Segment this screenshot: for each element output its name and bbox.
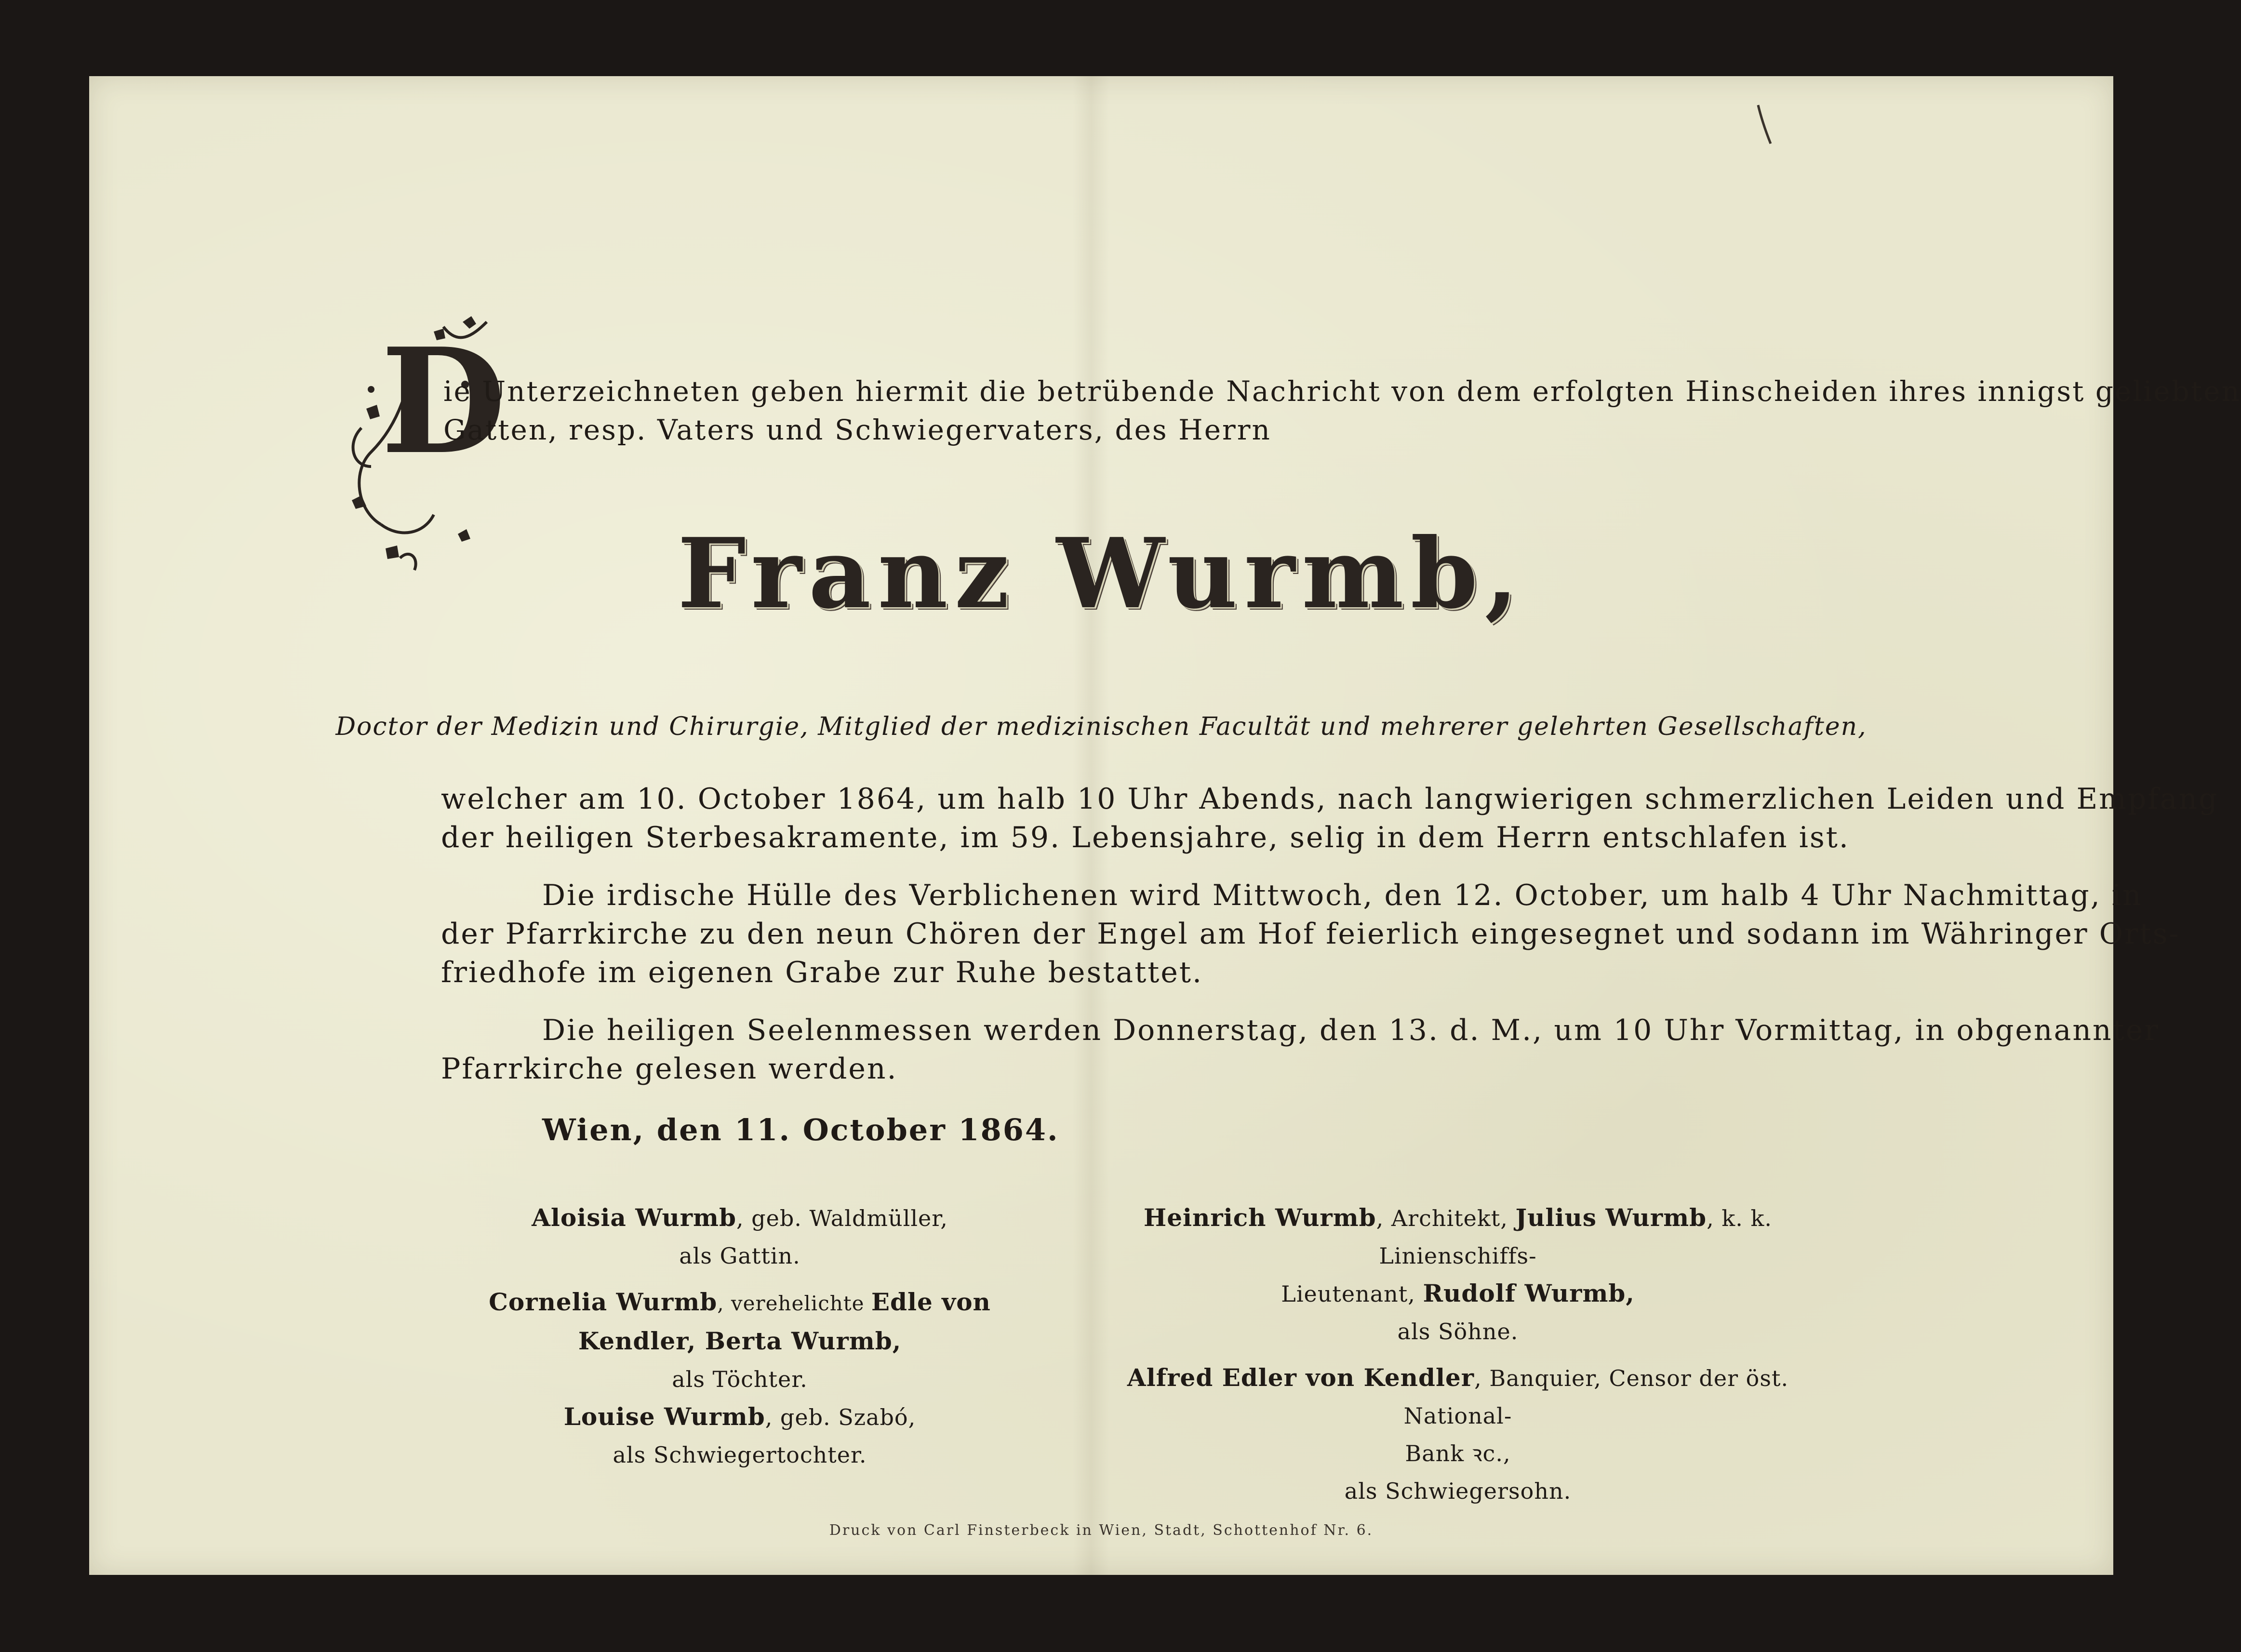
deceased-titles: Doctor der Medizin und Chirurgie, Mitglied der medizinischen Facultät und mehrerer gelehrten Gesellschaften, <box>335 712 1867 741</box>
son3-name: Rudolf Wurmb, <box>1423 1279 1635 1307</box>
initial-letter: D <box>381 316 507 486</box>
paragraph-1-line-1: welcher am 10. October 1864, um halb 10 Uhr Abends, nach langwierigen schmerzlichen Leiden und Empfang <box>441 782 2219 816</box>
son2-detail: , k. k. Linienschiffs- <box>1379 1205 1772 1269</box>
intro-line-2: Gatten, resp. Vaters und Schwiegervaters, des Herrn <box>443 413 1271 446</box>
daughter1-name: Cornelia Wurmb <box>489 1288 718 1316</box>
paragraph-1-line-2: der heiligen Sterbesakramente, im 59. Lebensjahre, selig in dem Herrn entschlafen ist. <box>441 821 1850 854</box>
signatory-sons-line-2 <box>1116 1275 1800 1313</box>
printer-imprint: Druck von Carl Finsterbeck in Wien, Stadt, Schottenhof Nr. 6. <box>829 1522 1374 1539</box>
son1-name: Heinrich Wurmb <box>1144 1203 1376 1232</box>
daughter-in-law-name: Louise Wurmb <box>563 1402 765 1431</box>
mourning-notice-sheet <box>89 76 2241 1575</box>
place-and-date: Wien, den 11. October 1864. <box>542 1112 1059 1147</box>
son-in-law-detail: , Banquier, Censor der öst. National- <box>1403 1365 1789 1429</box>
signatories-left <box>427 1199 1053 1474</box>
daughters-role: als Töchter. <box>672 1366 808 1392</box>
pencil-mark <box>1754 103 1774 146</box>
intro-line-1: ie Unterzeichneten geben hiermit die betrübende Nachricht von dem erfolgten Hinscheiden ihres innigst geliebten <box>443 375 2241 408</box>
daughter-in-law-detail: , geb. Szabó, <box>765 1404 916 1430</box>
paragraph-2-line-3: friedhofe im eigenen Grabe zur Ruhe bestattet. <box>441 956 1203 989</box>
paragraph-2-line-2: der Pfarrkirche zu den neun Chören der Engel am Hof feierlich eingesegnet und sodann im Währinger Orts- <box>441 917 2180 951</box>
son1-detail: , Architekt, <box>1376 1205 1516 1231</box>
paragraph-3-line-2: Pfarrkirche gelesen werden. <box>441 1052 898 1086</box>
daughter-in-law-role: als Schwiegertochter. <box>613 1442 867 1468</box>
signatory-daughter-in-law <box>427 1398 1053 1436</box>
signatory-son-in-law <box>1116 1359 1800 1435</box>
deceased-name: Franz Wurmb, <box>677 517 1525 630</box>
signatory-widow <box>427 1199 1053 1237</box>
paragraph-2-line-1: Die irdische Hülle des Verblichenen wird Mittwoch, den 12. October, um halb 4 Uhr Nachmittag, in <box>542 879 2143 912</box>
paragraph-3-line-1: Die heiligen Seelenmessen werden Donnerstag, den 13. d. M., um 10 Uhr Vormittag, in obgenannter <box>542 1013 2160 1047</box>
son-in-law-role: als Schwiegersohn. <box>1344 1478 1572 1504</box>
son2-detail-2: Lieutenant, <box>1281 1281 1423 1307</box>
signatories-right <box>1116 1199 1800 1510</box>
widow-detail: , geb. Waldmüller, <box>736 1205 948 1231</box>
signatory-sons-line-1 <box>1116 1199 1800 1275</box>
widow-role: als Gattin. <box>679 1243 800 1269</box>
signatory-daughters <box>427 1283 1053 1360</box>
daughter1-married-name: Edle von Kendler, Berta Wurmb, <box>578 1288 991 1355</box>
son-in-law-name: Alfred Edler von Kendler <box>1127 1363 1475 1392</box>
son2-name: Julius Wurmb <box>1515 1203 1707 1232</box>
son-in-law-detail-2: Bank ꝛc., <box>1405 1440 1511 1466</box>
widow-name: Aloisia Wurmb <box>532 1203 736 1232</box>
sons-role: als Söhne. <box>1397 1319 1519 1345</box>
daughter1-detail: , verehelichte <box>717 1292 871 1315</box>
